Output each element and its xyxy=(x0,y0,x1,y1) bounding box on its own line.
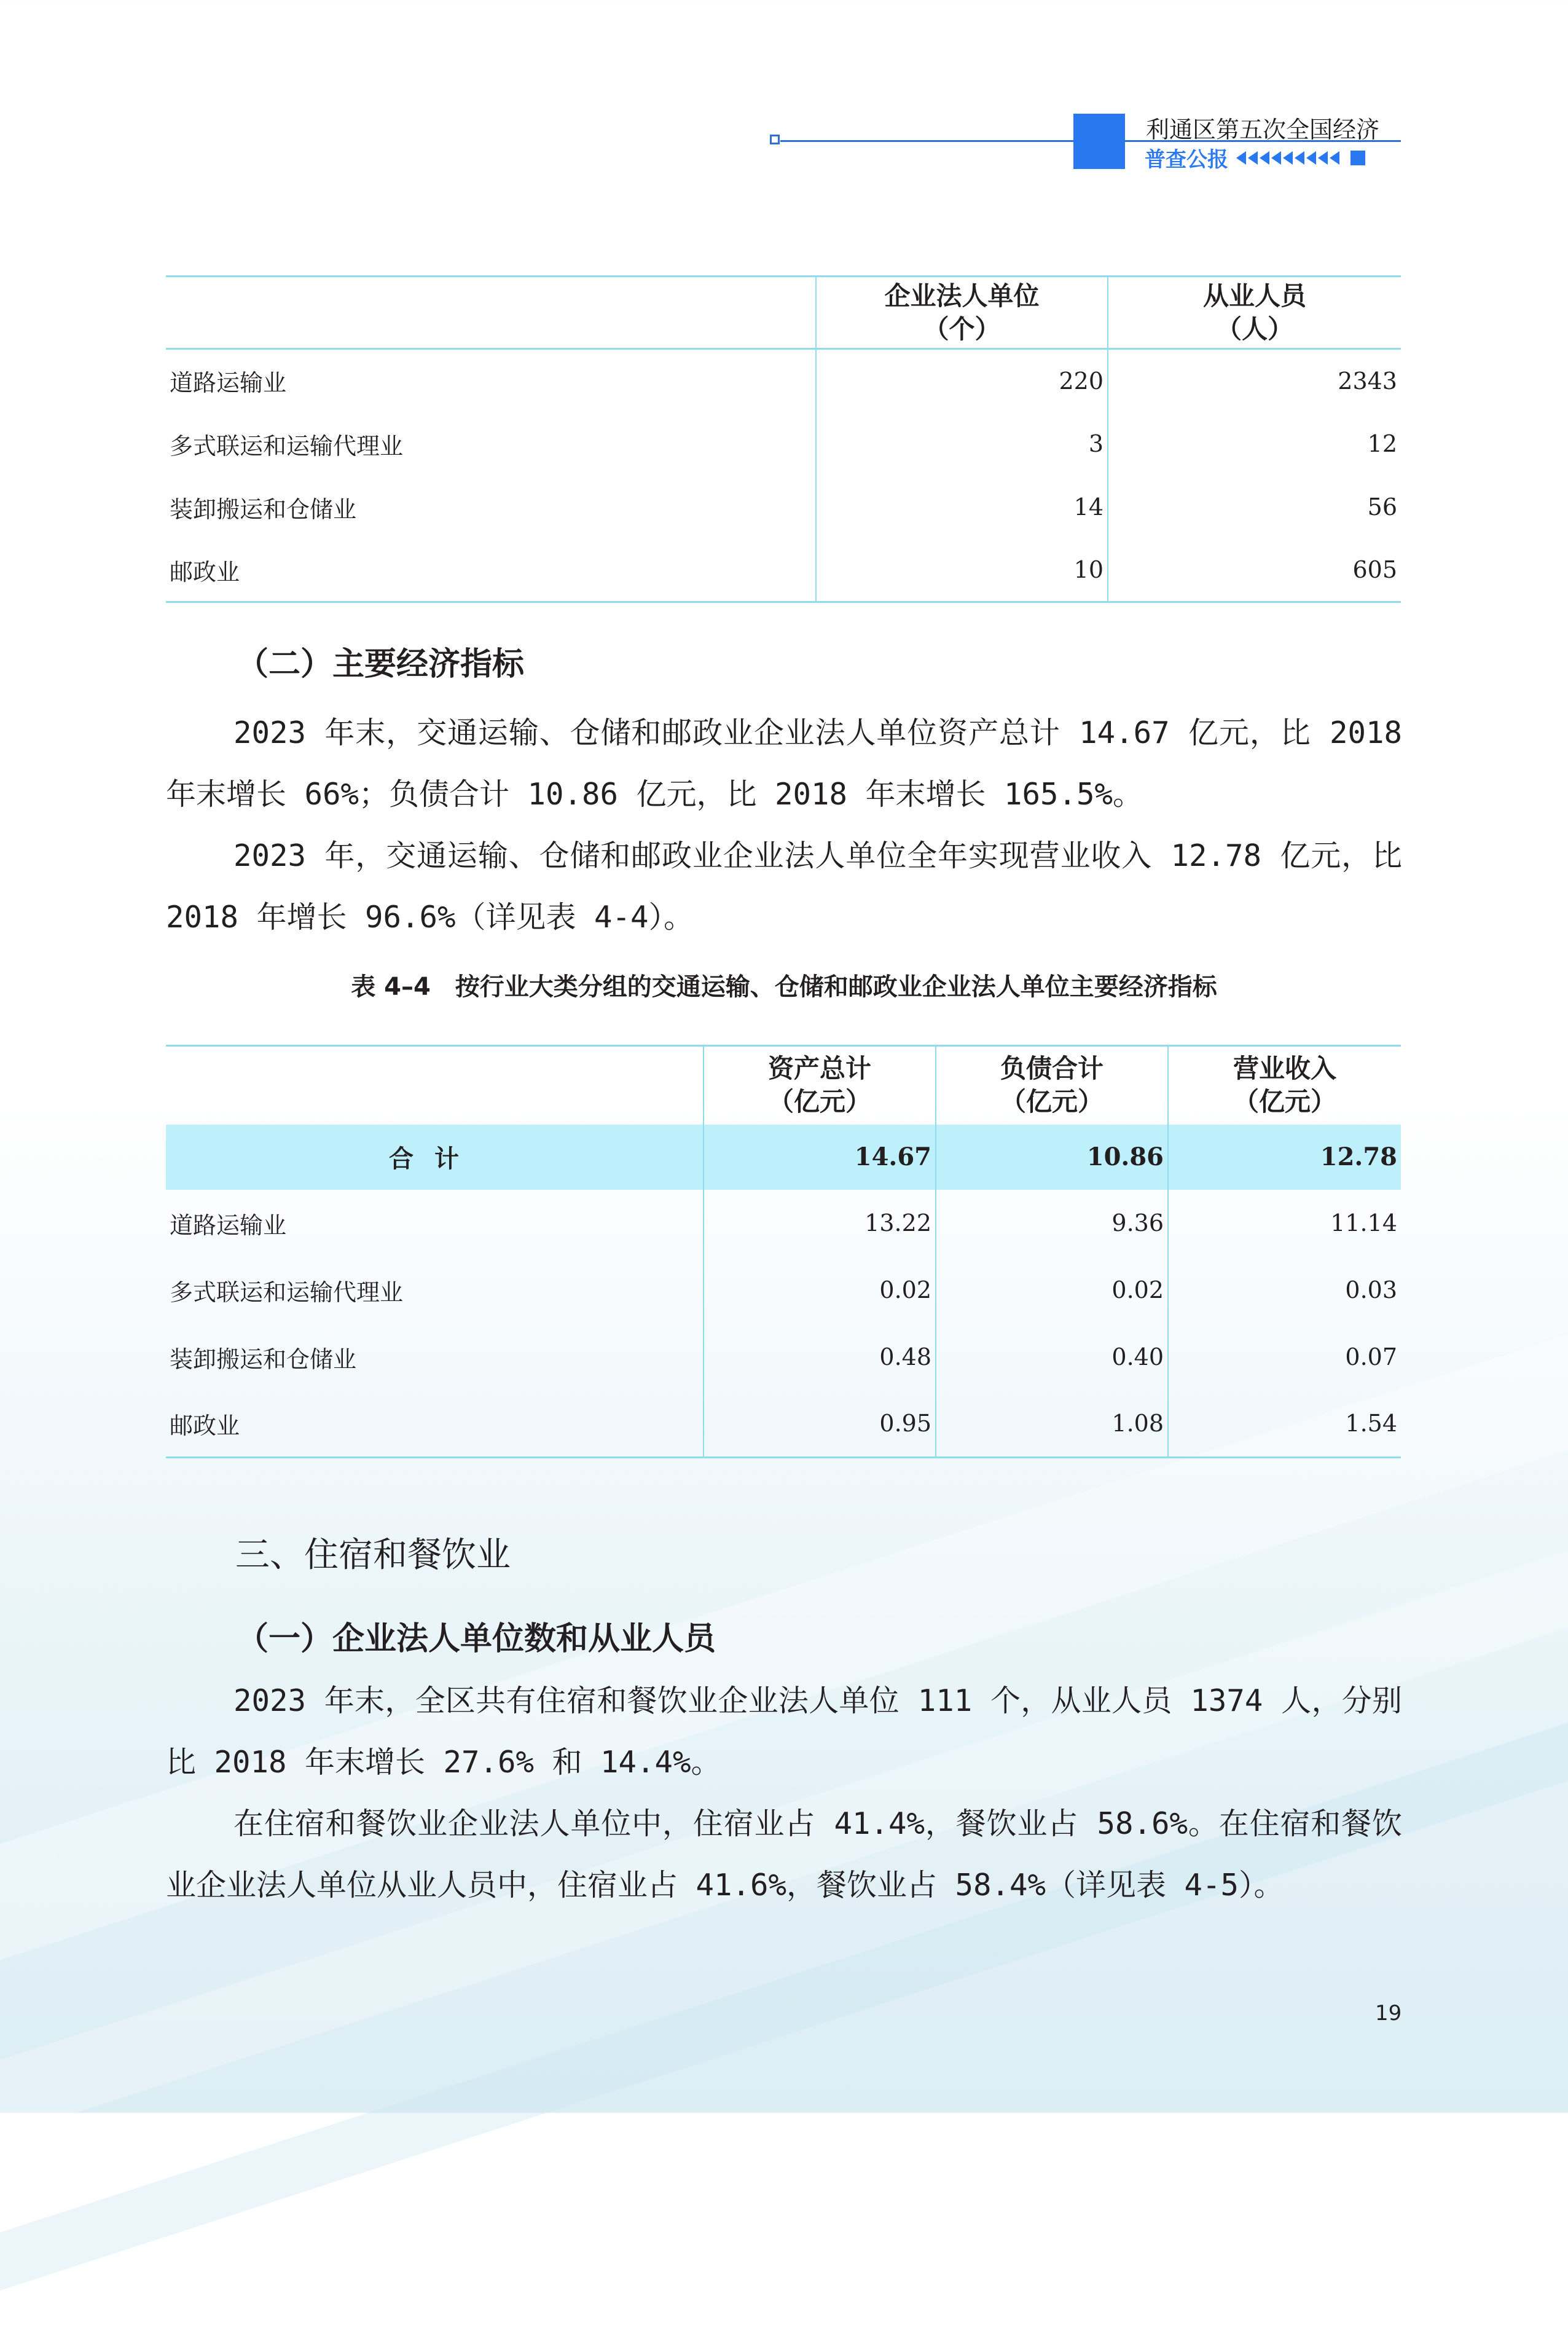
paragraph-accommodation-count: 2023 年末，全区共有住宿和餐饮业企业法人单位 111 个，从业人员 1374 人，分别比 2018 年末增长 27.6% 和 14.4%。 xyxy=(166,1683,1402,1780)
table-caption: 表 4–4 按行业大类分组的交通运输、仓储和邮政业企业法人单位主要经济指标 xyxy=(351,973,1217,1001)
table-enterprises-continued xyxy=(166,275,1401,603)
cell-liabilities: 9.36 xyxy=(936,1190,1168,1257)
cell-revenue: 1.54 xyxy=(1168,1391,1401,1458)
header-blue-block xyxy=(1073,114,1125,169)
row-label: 道路运输业 xyxy=(170,369,287,397)
table-row xyxy=(166,1391,1401,1458)
total-label: 合计 xyxy=(389,1145,480,1173)
column-header-revenue: 营业收入 （亿元） xyxy=(1168,1046,1401,1125)
cell-revenue: 0.07 xyxy=(1168,1324,1401,1391)
table-4-4 xyxy=(166,1045,1401,1458)
cell-liabilities: 10.86 xyxy=(936,1125,1168,1190)
cell-employees: 12 xyxy=(1108,412,1401,476)
column-header-industry xyxy=(166,1046,704,1125)
arrow-left-icons xyxy=(1234,151,1339,165)
cell-assets: 13.22 xyxy=(704,1190,936,1257)
cell-liabilities: 1.08 xyxy=(936,1391,1168,1458)
row-label: 邮政业 xyxy=(170,1412,240,1439)
cell-revenue: 12.78 xyxy=(1168,1125,1401,1190)
table-row xyxy=(166,412,1401,476)
row-label: 邮政业 xyxy=(170,558,240,586)
cell-units: 3 xyxy=(816,412,1108,476)
header-subtitle-row xyxy=(1145,143,1365,173)
cell-employees: 2343 xyxy=(1108,349,1401,412)
cell-assets: 14.67 xyxy=(704,1125,936,1190)
cell-liabilities: 0.40 xyxy=(936,1324,1168,1391)
table-row xyxy=(166,349,1401,412)
table-row xyxy=(166,1324,1401,1391)
cell-liabilities: 0.02 xyxy=(936,1257,1168,1324)
paragraph-assets: 2023 年末，交通运输、仓储和邮政业企业法人单位资产总计 14.67 亿元，比 2018 年末增长 66%；负债合计 10.86 亿元，比 2018 年末增长 165.5%。 xyxy=(166,715,1402,812)
row-label: 装卸搬运和仓储业 xyxy=(170,1345,357,1373)
cell-assets: 0.95 xyxy=(704,1391,936,1458)
column-header-industry xyxy=(166,277,816,349)
header-title: 利通区第五次全国经济 xyxy=(1146,116,1380,143)
table-header-row xyxy=(166,277,1401,349)
paragraph-accommodation-share: 在住宿和餐饮业企业法人单位中，住宿业占 41.4%，餐饮业占 58.6%。在住宿和餐饮业企业法人单位从业人员中，住宿业占 41.6%，餐饮业占 58.4%（详见表 4-5）。 xyxy=(166,1806,1402,1903)
cell-assets: 0.48 xyxy=(704,1324,936,1391)
table-total-row xyxy=(166,1125,1401,1190)
row-label: 多式联运和运输代理业 xyxy=(170,1278,404,1306)
header-subtitle: 普查公报 xyxy=(1145,147,1228,172)
sub-heading-enterprises: （一）企业法人单位数和从业人员 xyxy=(237,1621,716,1657)
cell-units: 14 xyxy=(816,476,1108,539)
paragraph-revenue: 2023 年，交通运输、仓储和邮政业企业法人单位全年实现营业收入 12.78 亿元，比 2018 年增长 96.6%（详见表 4-4）。 xyxy=(166,838,1402,935)
column-header-employees: 从业人员 （人） xyxy=(1108,277,1401,349)
cell-units: 10 xyxy=(816,539,1108,602)
row-label: 装卸搬运和仓储业 xyxy=(170,495,357,523)
table-row xyxy=(166,476,1401,539)
column-header-units: 企业法人单位 （个） xyxy=(816,277,1108,349)
table-row xyxy=(166,1190,1401,1257)
table-header-row xyxy=(166,1046,1401,1125)
page-number: 19 xyxy=(1375,2001,1402,2026)
section-heading-economic-indicators: （二）主要经济指标 xyxy=(237,646,525,683)
cell-revenue: 11.14 xyxy=(1168,1190,1401,1257)
cell-units: 220 xyxy=(816,349,1108,412)
table-row xyxy=(166,1257,1401,1324)
square-icon xyxy=(1350,151,1365,165)
header-square-marker xyxy=(770,135,780,144)
cell-employees: 605 xyxy=(1108,539,1401,602)
cell-employees: 56 xyxy=(1108,476,1401,539)
row-label: 道路运输业 xyxy=(170,1211,287,1239)
section-heading-accommodation: 三、住宿和餐饮业 xyxy=(235,1535,511,1575)
cell-assets: 0.02 xyxy=(704,1257,936,1324)
column-header-assets: 资产总计 （亿元） xyxy=(704,1046,936,1125)
table-row xyxy=(166,539,1401,602)
cell-revenue: 0.03 xyxy=(1168,1257,1401,1324)
row-label: 多式联运和运输代理业 xyxy=(170,432,404,460)
column-header-liabilities: 负债合计 （亿元） xyxy=(936,1046,1168,1125)
